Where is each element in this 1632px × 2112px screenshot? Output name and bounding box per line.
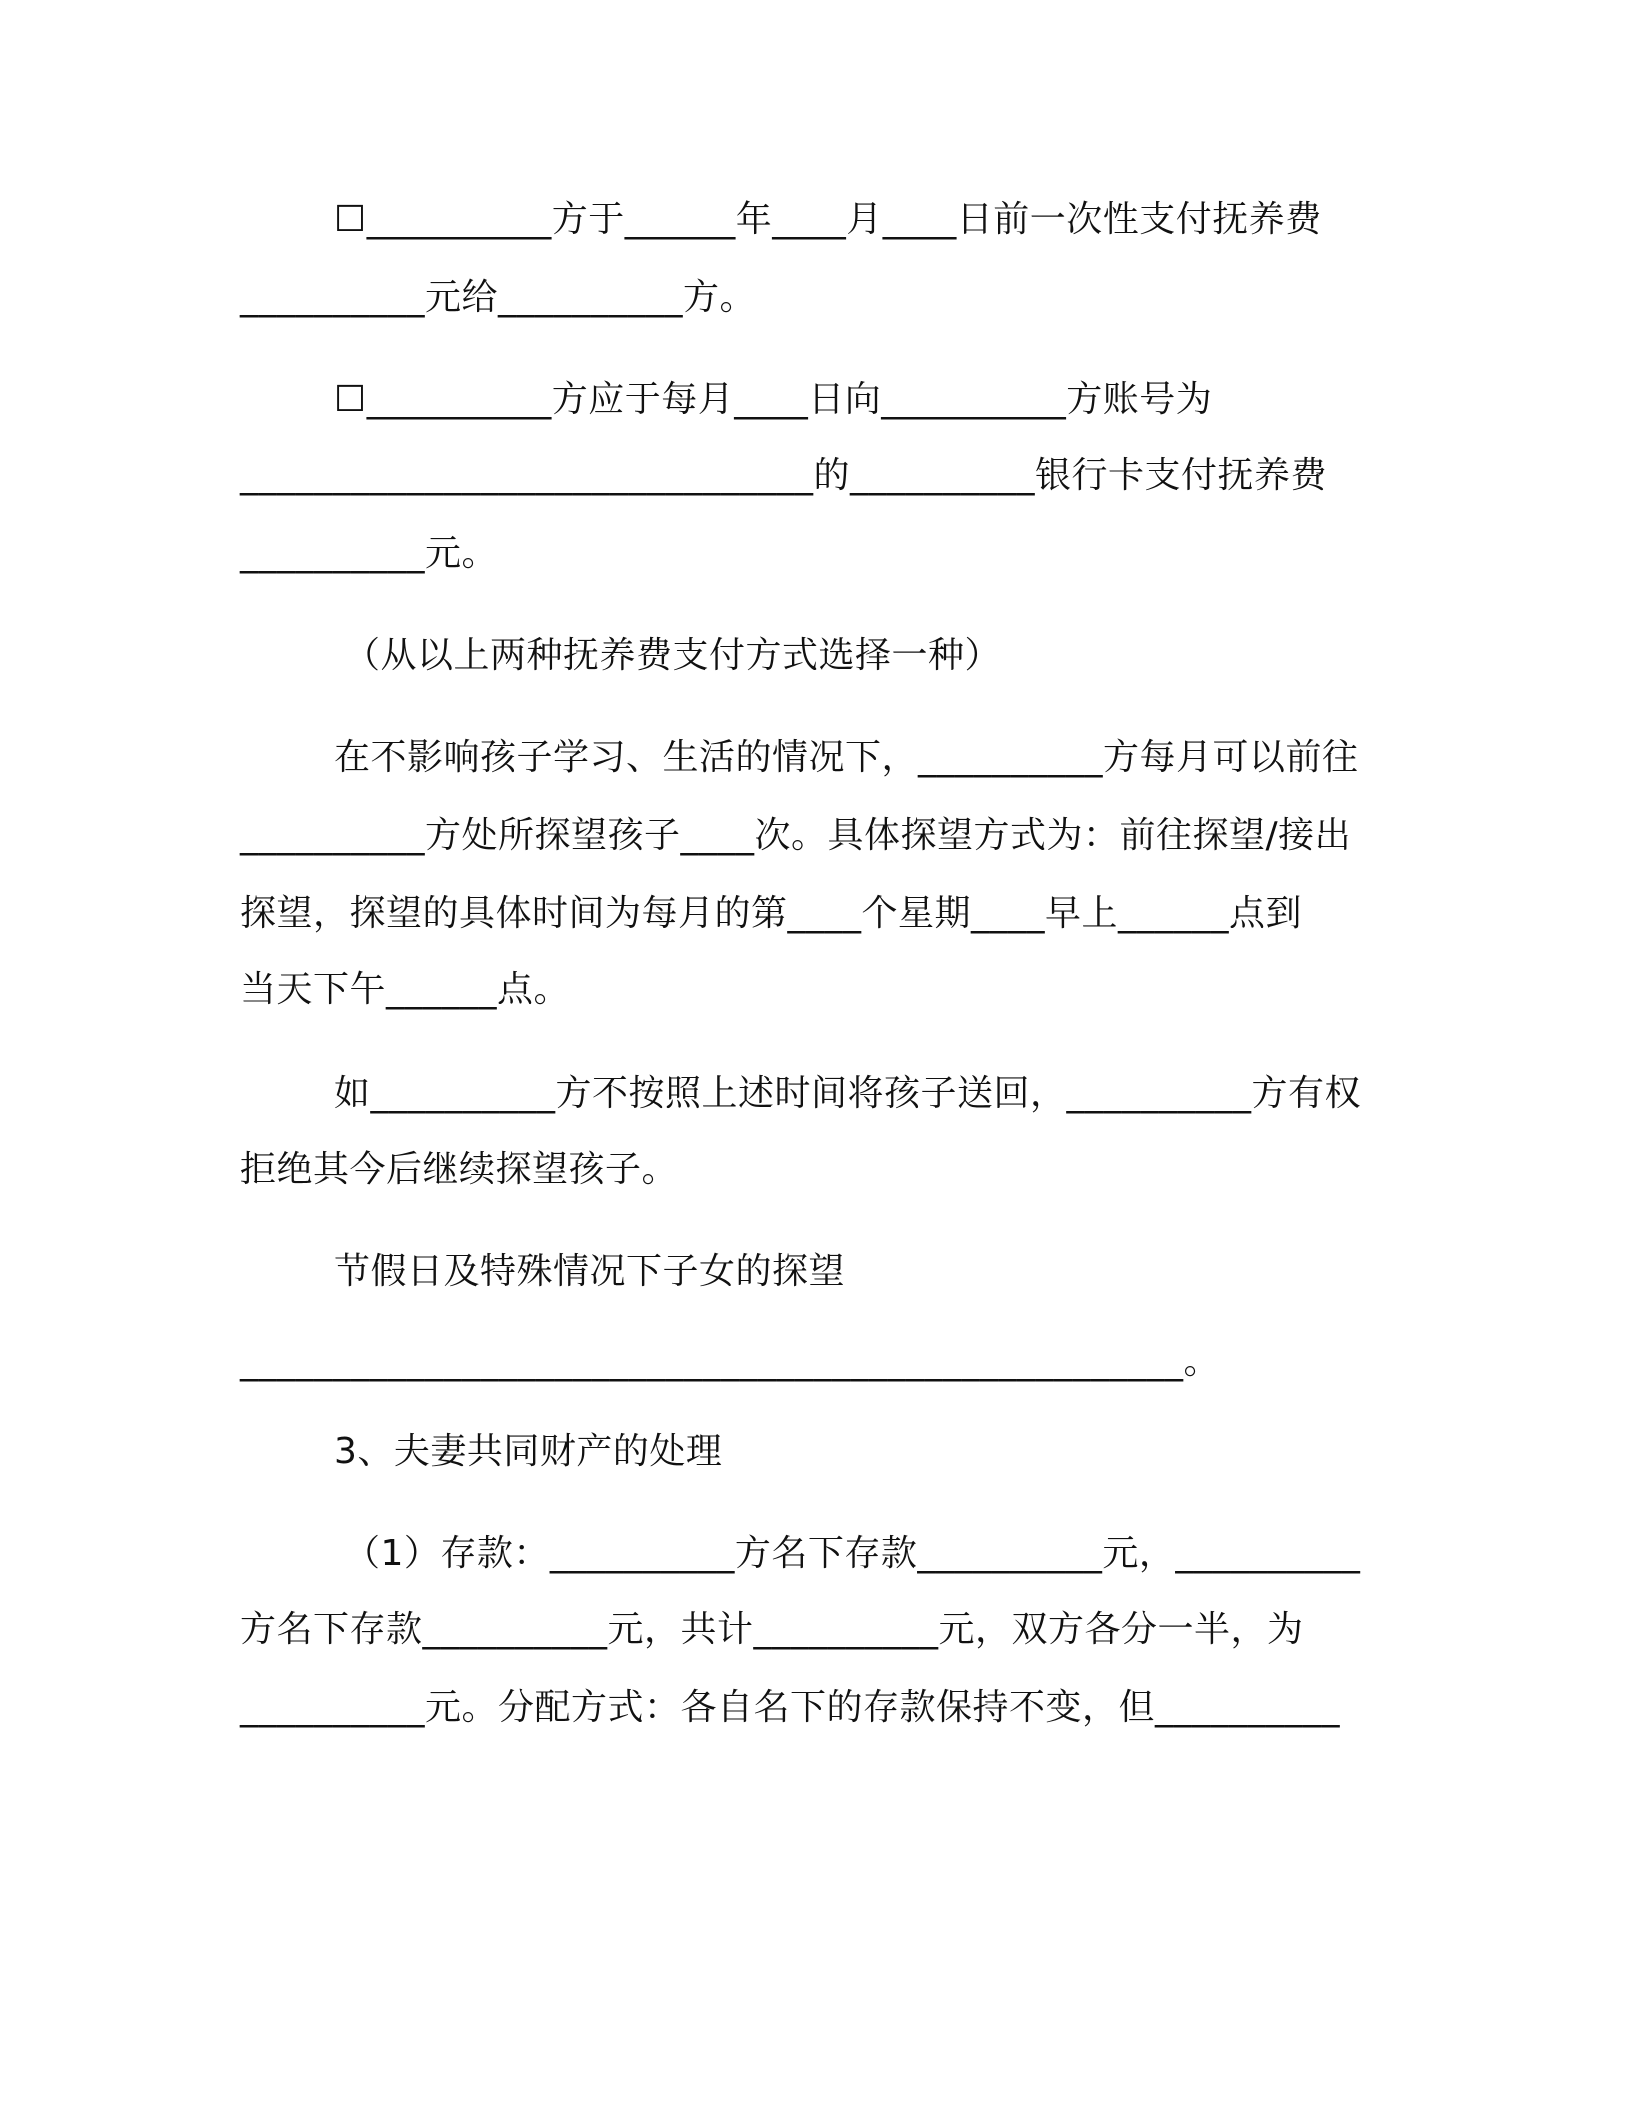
return-rule-line-cont: 拒绝其今后继续探望孩子。 — [240, 1149, 679, 1190]
monthly-option-line-end: __________元。 — [240, 533, 499, 574]
holiday-visitation-line: 节假日及特殊情况下子女的探望 — [334, 1251, 846, 1292]
visitation-paragraph-line: 在不影响孩子学习、生活的情况下，__________方每月可以前往 — [334, 737, 1359, 778]
deposits-line-cont: 方名下存款__________元，共计__________元，双方各分一半，为 — [240, 1609, 1304, 1650]
payment-choice-note: （从以上两种抚养费支付方式选择一种） — [344, 635, 1002, 676]
lump-sum-option-line: ☐__________方于______年____月____日前一次性支付抚养费 — [334, 199, 1322, 240]
monthly-option-line-cont: _______________________________的__________银行卡支付抚养费 — [240, 455, 1328, 496]
visitation-paragraph-line: 当天下午______点。 — [240, 969, 571, 1010]
visitation-paragraph-line: __________方处所探望孩子____次。具体探望方式为：前往探望/接出 — [240, 815, 1352, 856]
lump-sum-option-line-cont: __________元给__________方。 — [240, 277, 757, 318]
holiday-visitation-blank: ___________________________________________________。 — [240, 1341, 1220, 1382]
deposits-line: （1）存款：__________方名下存款__________元，__________ — [344, 1533, 1361, 1574]
return-rule-line: 如__________方不按照上述时间将孩子送回，__________方有权 — [334, 1073, 1362, 1114]
monthly-option-line: ☐__________方应于每月____日向__________方账号为 — [334, 379, 1213, 420]
section-heading-joint-property: 3、夫妻共同财产的处理 — [334, 1431, 723, 1472]
visitation-paragraph-line: 探望，探望的具体时间为每月的第____个星期____早上______点到 — [240, 893, 1303, 934]
deposits-line-end: __________元。分配方式：各自名下的存款保持不变，但__________ — [240, 1687, 1341, 1728]
